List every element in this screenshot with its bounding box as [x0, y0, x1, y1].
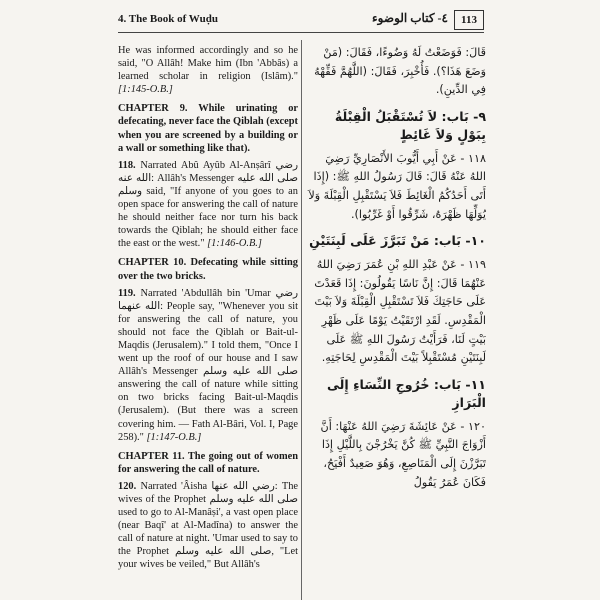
arabic-chapter-11-heading: ١١- بَاب: خُرُوجِ النِّسَاءِ إِلَى الْبَرَازِ [326, 376, 486, 410]
arabic-hadith-118: ١١٨ - عَنْ أَبِي أَيُّوبَ الأَنْصَارِيِّ رَضِيَ اللهُ عَنْهُ قَالَ: قَالَ رَسُولُ اللهِ ﷺ: (إِذَا أَتَى أَحَدُكُمُ الْغَائِطَ فَلاَ يَسْتَقْبِلِ الْقِبْلَةَ وَلاَ يُوَلِّهَا ظَهْرَهُ، شَرِّقُوا أَوْ غَرِّبُوا). [308, 151, 486, 221]
intro-reference: [1:145-O.B.] [118, 84, 173, 96]
hadith-119 [118, 287, 298, 444]
hadith-120 [118, 480, 298, 572]
hadith-119-number: 119. [118, 287, 136, 299]
header-book-title-english: 4. The Book of Wuḍu [118, 13, 218, 25]
chapter-11-heading: CHAPTER 11. The going out of women for answering the call of nature. [118, 450, 298, 475]
column-divider [301, 40, 302, 600]
arabic-column [306, 44, 486, 600]
english-column [118, 44, 298, 600]
arabic-hadith-119: ١١٩ - عَنْ عَبْدِ اللهِ بْنِ عُمَرَ رَضِيَ اللهُ عَنْهُمَا قَالَ: إِنَّ نَاسًا يَقُولُونَ: إِذَا قَعَدْتَ عَلَى حَاجَتِكَ فَلاَ تَسْتَقْبِلِ الْقِبْلَةَ وَلاَ بَيْتَ الْمَقْدِسِ. لَقَدِ ارْتَقَيْتُ يَوْمًا عَلَى ظَهْرِ بَيْتٍ لَنَا، فَرَأَيْتُ رَسُولَ اللهِ ﷺ عَلَى لَبِنَتَيْنِ مُسْتَقْبِلاً بَيْتَ الْمَقْدِسِ لِحَاجَتِهِ. [314, 258, 486, 365]
hadith-118-text: Narrated Abû Ayûb Al-Anṣârî رضي الله عنه: Allâh's Messenger صلى الله عليه وسلم said, "If anyone of you goes to an open space for answering the call of nature he should neither face nor turn his back towards the Qiblah; he should either face the east or the west." [118, 159, 298, 250]
arabic-chapter-9-heading: ٩- بَاب: لاَ تُسْتَقْبَلُ الْقِبْلَةُ بِبَوْلٍ وَلاَ غَائِطٍ [334, 108, 486, 142]
header-book-title-arabic: ٤- كتاب الوضوء [372, 11, 448, 25]
chapter-9-heading: CHAPTER 9. While urinating or defecating, never face the Qiblah (except when you are screened by a building or a wall or something like that). [118, 103, 298, 154]
arabic-hadith-120: ١٢٠ - عَنْ عَائِشَةَ رَضِيَ اللهُ عَنْهَا: أَنَّ أَزْوَاجَ النَّبِيِّ ﷺ كُنَّ يَخْرُجْنَ بِاللَّيْلِ إِذَا تَبَرَّزْنَ إِلَى الْمَنَاصِعِ، وَهُوَ صَعِيدٌ أَفْيَحُ، فَكَانَ عُمَرُ يَقُولُ [320, 419, 486, 489]
page-number: 113 [454, 10, 484, 30]
hadith-119-text: Narrated 'Abdullâh bin 'Umar رضي الله عنهما: People say, "Whenever you sit for answering the call of nature, you should not face the Qiblah or Bait-ul-Maqdis (Jerusalem)." I told them, "Once I went up the roof of our house and I saw Allâh's Messenger صلى الله عليه وسلم answering the call of nature while sitting on two bricks facing Bait-ul-Maqdis (Jerusalem). (But there was a screen covering him. — Fath Al-Bâri, Vol. I, Page 258)." [118, 287, 298, 443]
arabic-chapter-10-heading: ١٠- بَاب: مَنْ تَبَرَّزَ عَلَى لَبِنَتَيْنِ [309, 233, 486, 249]
hadith-118 [118, 159, 298, 251]
chapter-10-heading: CHAPTER 10. Defecating while sitting over the two bricks. [118, 257, 298, 282]
hadith-118-reference: [1:146-O.B.] [207, 238, 262, 250]
hadith-118-number: 118. [118, 159, 136, 171]
hadith-120-text: Narrated 'Âisha رضي الله عنها: The wives of the Prophet صلى الله عليه وسلم used to go to Al-Manâṣi', a vast open place (near Baqî' at Al-Madîna) to answer the call of nature at night. 'Umar used to say to the Prophet صلى الله عليه وسلم, "Let your wives be veiled," But Allâh's [118, 480, 298, 571]
hadith-119-reference: [1:147-O.B.] [146, 431, 202, 443]
hadith-120-number: 120. [118, 480, 137, 492]
page-header [118, 10, 484, 33]
arabic-intro: قَالَ: فَوَضَعْتُ لَهُ وَضُوءًا، فَقَالَ: (مَنْ وَضَعَ هَذَا؟). فَأُخْبِرَ، فَقَالَ: (اللَّهُمَّ فَقِّهْهُ فِي الدِّينِ). [314, 46, 486, 97]
intro-paragraph [118, 44, 298, 96]
intro-text: He was informed accordingly and so he said, "O Allâh! Make him (Ibn 'Abbâs) a learned scholar in religion (Islâm)." [118, 45, 298, 83]
